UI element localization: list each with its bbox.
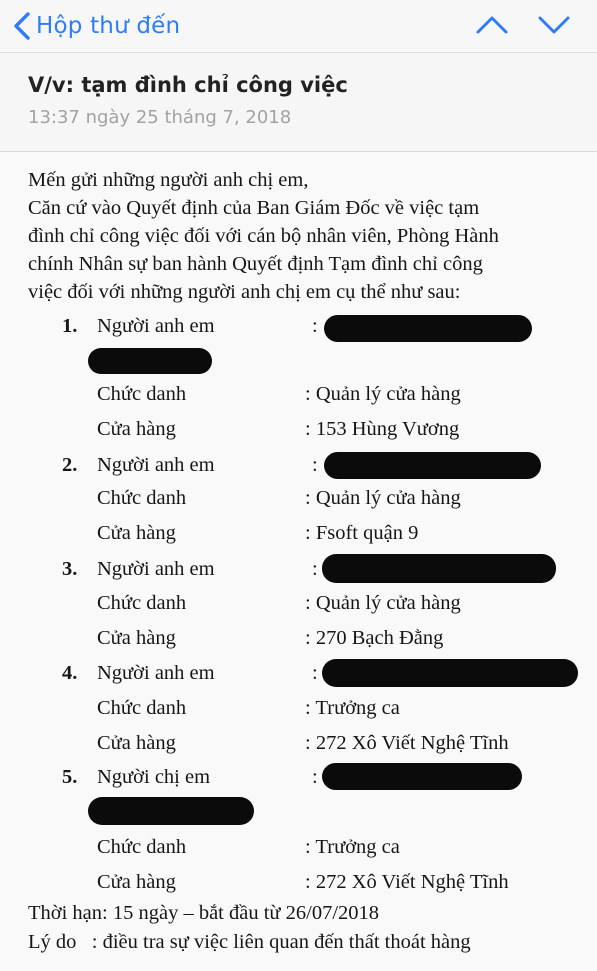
next-message-button[interactable] bbox=[536, 10, 572, 40]
intro-line: Căn cứ vào Quyết định của Ban Giám Đốc về việc tạm bbox=[28, 197, 480, 219]
redacted-name bbox=[88, 797, 254, 825]
navigation-bar bbox=[0, 0, 597, 53]
message-subject: V/v: tạm đình chỉ công việc bbox=[28, 73, 348, 97]
store-value: : 272 Xô Viết Nghệ Tĩnh bbox=[305, 732, 509, 754]
store-label: Cửa hàng bbox=[97, 522, 176, 544]
person-colon: : bbox=[312, 766, 318, 788]
title-value: : Trưởng ca bbox=[305, 697, 400, 719]
message-body bbox=[0, 152, 597, 971]
intro-line: đình chỉ công việc đối với cán bộ nhân viên, Phòng Hành bbox=[28, 225, 499, 247]
back-label: Hộp thư đến bbox=[36, 13, 181, 39]
message-header bbox=[0, 53, 597, 152]
redacted-name bbox=[322, 554, 556, 583]
person-label: Người anh em bbox=[97, 662, 215, 684]
back-button[interactable] bbox=[12, 8, 180, 44]
greeting: Mến gửi những người anh chị em, bbox=[28, 169, 309, 191]
person-label: Người anh em bbox=[97, 558, 215, 580]
store-value: : 272 Xô Viết Nghệ Tĩnh bbox=[305, 871, 509, 893]
redacted-name bbox=[322, 659, 578, 687]
person-label: Người chị em bbox=[97, 766, 211, 788]
chevron-left-icon bbox=[12, 11, 32, 41]
store-label: Cửa hàng bbox=[97, 732, 176, 754]
person-label: Người anh em bbox=[97, 315, 215, 337]
title-label: Chức danh bbox=[97, 487, 187, 509]
redacted-name bbox=[324, 452, 541, 479]
reason-line: Lý do : điều tra sự việc liên quan đến thất thoát hàng bbox=[28, 931, 471, 953]
intro-line: chính Nhân sự ban hành Quyết định Tạm đình chỉ công bbox=[28, 253, 483, 275]
entry-number: 5. bbox=[62, 766, 78, 788]
chevron-down-icon bbox=[536, 10, 572, 40]
store-label: Cửa hàng bbox=[97, 418, 176, 440]
title-label: Chức danh bbox=[97, 836, 187, 858]
store-label: Cửa hàng bbox=[97, 871, 176, 893]
redacted-name bbox=[88, 348, 212, 374]
store-value: : Fsoft quận 9 bbox=[305, 522, 419, 544]
redacted-name bbox=[324, 315, 532, 342]
person-label: Người anh em bbox=[97, 454, 215, 476]
message-date: 13:37 ngày 25 tháng 7, 2018 bbox=[28, 107, 292, 128]
intro-line: việc đối với những người anh chị em cụ thể như sau: bbox=[28, 281, 461, 303]
person-colon: : bbox=[312, 315, 318, 337]
duration-line: Thời hạn: 15 ngày – bắt đầu từ 26/07/2018 bbox=[28, 902, 380, 924]
entry-number: 4. bbox=[62, 662, 78, 684]
entry-number: 1. bbox=[62, 315, 78, 337]
store-value: : 270 Bạch Đằng bbox=[305, 627, 444, 649]
title-label: Chức danh bbox=[97, 383, 187, 405]
entry-number: 2. bbox=[62, 454, 78, 476]
entry-number: 3. bbox=[62, 558, 78, 580]
store-label: Cửa hàng bbox=[97, 627, 176, 649]
title-value: : Quản lý cửa hàng bbox=[305, 383, 461, 405]
title-value: : Quản lý cửa hàng bbox=[305, 487, 461, 509]
store-value: : 153 Hùng Vương bbox=[305, 418, 460, 440]
title-label: Chức danh bbox=[97, 697, 187, 719]
previous-message-button[interactable] bbox=[474, 10, 510, 40]
title-label: Chức danh bbox=[97, 592, 187, 614]
person-colon: : bbox=[312, 558, 318, 580]
title-value: : Quản lý cửa hàng bbox=[305, 592, 461, 614]
redacted-name bbox=[322, 763, 522, 790]
title-value: : Trưởng ca bbox=[305, 836, 400, 858]
person-colon: : bbox=[312, 454, 318, 476]
person-colon: : bbox=[312, 662, 318, 684]
chevron-up-icon bbox=[474, 10, 510, 40]
